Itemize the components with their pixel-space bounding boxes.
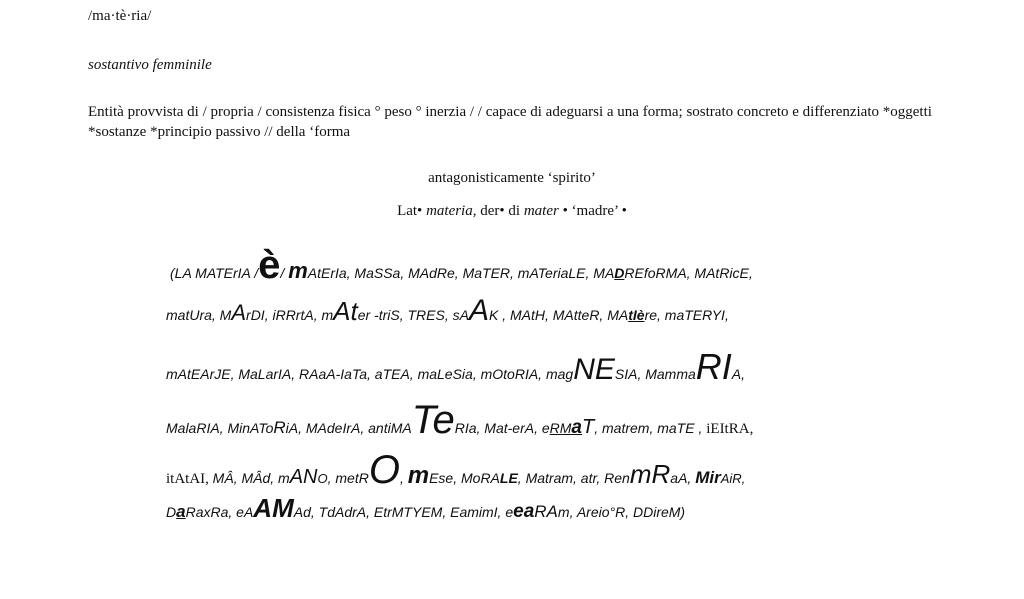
poem-fragment: RIa, Mat-erA, e (454, 420, 550, 436)
poem-fragment: er -triS, TRES, sA (357, 307, 469, 323)
poem-fragment: NE (573, 353, 615, 386)
poem-line-1 (170, 243, 753, 288)
poem-fragment: A, (731, 366, 746, 382)
poem-fragment: A (231, 300, 247, 325)
poem-fragment: m (557, 504, 570, 520)
poem-fragment: mAtEArJE, MaLarIA, RAaA-IaTa, aTEA, maLeSia, mOtoRIA, mag (166, 366, 574, 382)
antagonism-line: antagonisticamente ‘spirito’ (428, 170, 596, 186)
poem-fragment: AiR, (720, 471, 746, 486)
poem-fragment: RaxRa, eA (185, 504, 254, 520)
poem-line-3 (166, 346, 745, 388)
poem-fragment: LE (499, 470, 518, 486)
poem-fragment: O (368, 448, 400, 492)
poem-fragment: D (614, 265, 625, 281)
poem-fragment: ea (513, 501, 535, 522)
poem-fragment: iA, MAdeIrA, antiMA (285, 420, 412, 436)
etymology-word-materia: materia (426, 203, 473, 219)
poem-fragment: , MoRA (453, 470, 500, 486)
poem-fragment: è (258, 243, 281, 287)
poem-fragment: rDI, iRRrtA, m (246, 307, 334, 323)
poem-fragment: REfoRMA, MAtRicE, (624, 265, 753, 281)
poem-fragment: T (582, 416, 595, 438)
poem-fragment: MÂ, MÂd, m (212, 470, 290, 486)
poem-fragment: m (288, 258, 308, 283)
poem-fragment: Mir (695, 468, 721, 487)
poem-line-5 (166, 448, 745, 493)
poem-fragment: re, maTERYI, (644, 307, 729, 323)
poem-fragment: AM (253, 493, 294, 523)
poem-fragment: RM (549, 420, 572, 436)
poem-line-6 (166, 493, 685, 524)
definition: Entità provvista di / propria / consistenza fisica ° peso ° inerzia / / capace di adeguarsi a una forma; sostrato concreto e differenziato *oggetti *sostanze *principio passivo // della ‘forma (88, 104, 932, 140)
poem-fragment: AtErIa, MaSSa, MAdRe, MaTER, mATeriaLE, MA (307, 265, 615, 281)
poem-fragment: (LA MATErIA / (170, 265, 259, 281)
poem-fragment: O (317, 471, 328, 486)
poem-fragment: , Areio°R, DDireM) (569, 504, 686, 520)
poem-fragment: aA, (670, 470, 696, 486)
poem-fragment: m (407, 462, 430, 489)
poem-fragment: At (333, 296, 358, 326)
poem-fragment: a (571, 417, 582, 438)
poem-fragment: tIè (628, 307, 645, 323)
poem-fragment: D (166, 504, 177, 520)
poem-fragment: K , MAtH, MAtteR, MA (488, 307, 629, 323)
poem-fragment: R (273, 418, 286, 437)
etymology-prefix: Lat• (397, 203, 427, 219)
poem-fragment: , (399, 470, 408, 486)
etymology-der: , der• di (472, 203, 524, 219)
poem-line-4 (166, 398, 753, 443)
poem-fragment: matUra, M (166, 307, 232, 323)
poem-fragment: RA (534, 502, 558, 521)
poem-fragment: MalaRIA, MinATo (166, 420, 274, 436)
poem-fragment: iEItRA, (706, 421, 754, 437)
poem-fragment: , matrem, maTE , (594, 420, 707, 436)
poem-fragment: Ad, TdAdrA, EtrMTYEM, EamimI, e (293, 504, 514, 520)
etymology-suffix: • ‘madre’ • (558, 203, 627, 219)
poem-fragment: , Matram, atr, Ren (517, 470, 630, 486)
poem-fragment: SIA, Mamma (614, 366, 696, 382)
poem-fragment: Te (411, 398, 455, 442)
etymology-word-mater: mater (523, 203, 559, 219)
poem-fragment: RI (695, 346, 732, 387)
poem-fragment: / (280, 265, 289, 281)
poem-fragment: itAtAI, (166, 471, 213, 487)
pronunciation: /ma·tè·ria/ (88, 8, 152, 24)
poem-line-2 (166, 294, 729, 328)
poem-fragment: A (468, 294, 489, 327)
poem-fragment: mR (629, 459, 671, 489)
poem-fragment: a (176, 502, 186, 521)
etymology-line (0, 203, 1024, 220)
part-of-speech: sostantivo femminile (88, 57, 212, 73)
poem-fragment: Ese (429, 470, 454, 486)
poem-fragment: AN (289, 466, 318, 488)
poem-fragment: , metR (327, 470, 369, 486)
